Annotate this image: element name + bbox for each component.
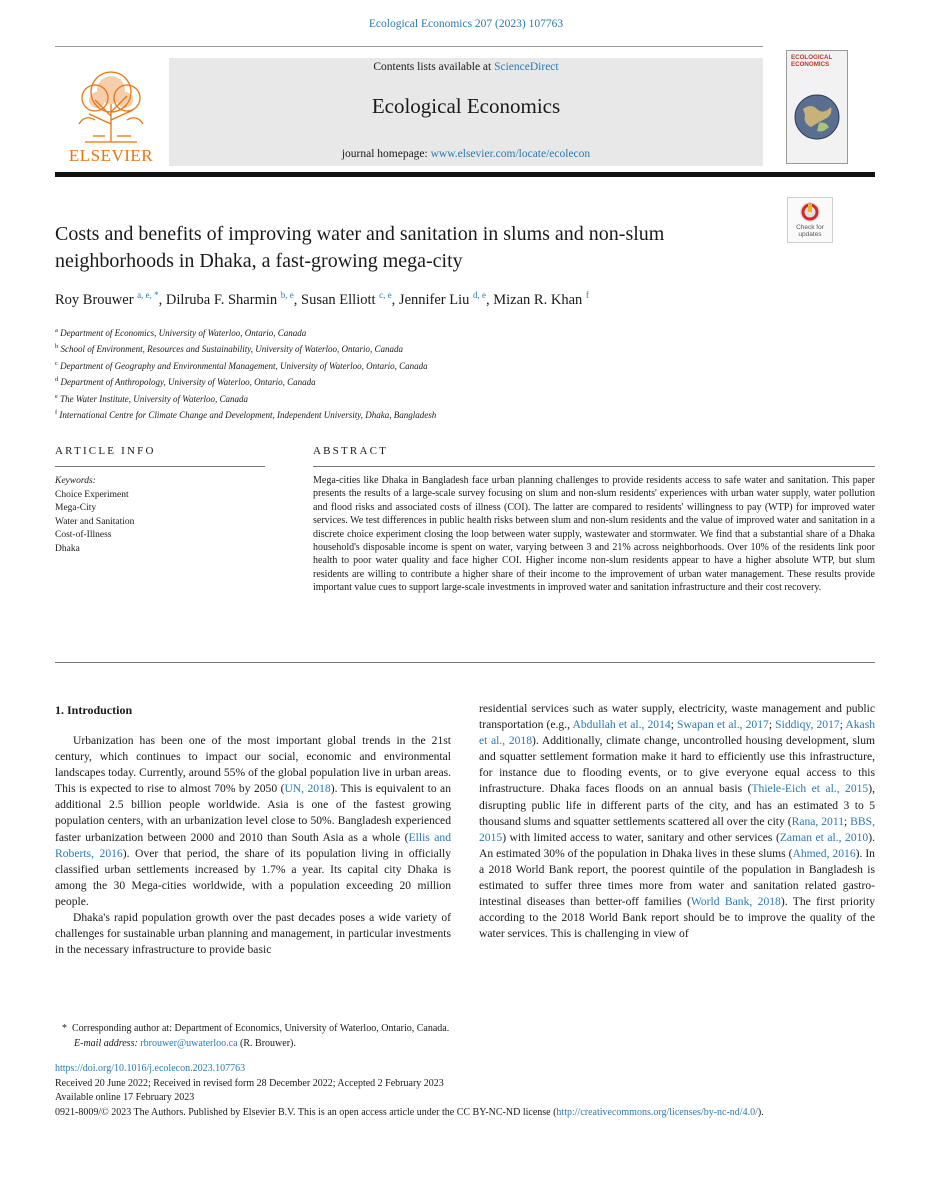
affiliation-text: School of Environment, Resources and Sustainability, University of Waterloo, Ontario, Canada <box>60 344 403 355</box>
citation-link[interactable]: Swapan et al., 2017 <box>677 718 769 732</box>
article-info-rule <box>55 466 265 467</box>
sciencedirect-link[interactable]: ScienceDirect <box>494 61 559 73</box>
body-text: ) with limited access to water, sanitary and other services ( <box>502 830 780 844</box>
email-suffix: (R. Brouwer). <box>240 1038 296 1049</box>
body-text: ; <box>768 718 776 732</box>
author-name[interactable]: Jennifer Liu <box>398 292 470 308</box>
citation-link[interactable]: World Bank, 2018 <box>690 895 781 909</box>
abstract-rule-bottom <box>55 662 875 663</box>
license-statement <box>55 1106 875 1121</box>
affiliation-text: Department of Geography and Environmental Management, University of Waterloo, Ontario, Canada <box>60 360 428 371</box>
affiliation-item <box>55 373 875 389</box>
body-text: ). Additionally, climate change, uncontrolled housing development, slum and squatter settlement formation make it hard to efficiently use this infrastructure, for instance due to flooding events, or to give everyone equal access to this infrastructure. Dhaka faces floods on an annual basis ( <box>479 734 876 796</box>
author-separator: , <box>158 292 166 308</box>
keyword-item: Water and Sanitation <box>55 516 135 527</box>
intro-paragraph-2 <box>55 910 451 958</box>
author-list <box>55 292 875 309</box>
body-text: ). This is equivalent to an additional 2.5 billion people worldwide. Asia is one of the fastest growing population centers, with an urbanization level close to 50%. Bangladesh experienced faster urbanization between 2000 and 2010 than South Asia as a whole ( <box>55 782 451 844</box>
corresponding-text: Corresponding author at: Department of Economics, University of Waterloo, Ontario, Canada. <box>72 1023 450 1034</box>
affiliation-text: Department of Anthropology, University of Waterloo, Ontario, Canada <box>60 377 316 388</box>
email-line <box>62 1036 872 1051</box>
citation-link[interactable]: Ahmed, 2016 <box>792 846 856 860</box>
body-text: ). In a 2018 World Bank report, the poorest quintile of the population in Bangladesh is estimated to suffer three times more from water and sanitation related gastro-intestinal diseases than better-off families ( <box>479 846 875 909</box>
affiliation-key: c <box>55 359 58 367</box>
keyword-item: Mega-City <box>55 503 97 513</box>
homepage-prefix: journal homepage: <box>341 148 431 160</box>
author-name[interactable]: Mizan R. Khan <box>493 292 583 308</box>
journal-homepage-link[interactable]: www.elsevier.com/locate/ecolecon <box>430 148 591 160</box>
author-separator: , <box>391 292 399 308</box>
affiliation-item <box>55 357 875 373</box>
citation-link[interactable]: Rana, 2011 <box>791 814 845 828</box>
check-for-updates-button[interactable] <box>787 197 833 243</box>
header-divider <box>55 46 763 47</box>
keyword-list <box>55 489 265 557</box>
body-text: Urbanization has been one of the most important global trends in the 21st century, which continues to impact our social, economic and environmental landscapes today. Currently, around 55% of the global population live in urban areas. This is expected to rise to almost 70% by 2050 ( <box>55 734 451 796</box>
section-heading-introduction: 1. Introduction <box>55 703 133 717</box>
abstract-text: Mega-cities like Dhaka in Bangladesh face urban planning challenges to provide residents access to safe water and sanitation. This paper presents the results of a large-scale survey focusing on slum and non-slum residents' experiences with urban water supply, water pollution and flood risks and associated costs of illness (COI). The latter are compared to residents' willingness to pay (WTP) for improved water services. We test differences in public health risks between slum and non-slum residents and the value of improved water and sanitation in a discrete choice experiment closing the loop between water supply, wastewater and stormwater. We find that a substantial share of a Dhaka household's disposable income is spent on water, varying between 3 and 21% across neighborhoods. Over 10% of the residents link poor health to poor water quality and face higher COI. Higher income non-slum residents appear to have a higher absolute WTP, but slum residents are willing to contribute a higher share of their income to the improvement of urban water management. These results provide important value cues to support large-scale investments in improved water and sanitation infrastructure and their cost recovery. <box>313 475 875 594</box>
intro-left-column <box>55 733 451 958</box>
keywords-block <box>55 475 265 556</box>
journal-homepage <box>169 148 763 160</box>
globe-icon <box>793 93 841 141</box>
body-text: ; <box>844 814 851 828</box>
body-text: Dhaka's rapid population growth over the past decades poses a wide variety of challenges for sustainable urban planning and management, in particular investments in the necessary infrastructure to provide basic <box>55 911 451 957</box>
email-label: E-mail address: <box>74 1038 138 1049</box>
corresponding-line <box>62 1021 872 1036</box>
email-link[interactable]: rbrouwer@uwaterloo.ca <box>140 1038 238 1049</box>
affiliation-key: f <box>55 409 58 417</box>
author-affiliation-marks[interactable]: d, e <box>473 290 487 300</box>
check-updates-line2: updates <box>798 231 822 238</box>
affiliation-item <box>55 406 875 422</box>
article-info-heading: ARTICLE INFO <box>55 445 156 457</box>
body-text: ; <box>839 718 846 732</box>
affiliation-list <box>55 324 875 422</box>
intro-right-column <box>479 701 875 942</box>
keyword-item: Dhaka <box>55 543 80 554</box>
contents-prefix: Contents lists available at <box>373 61 495 73</box>
author-name[interactable]: Roy Brouwer <box>55 292 134 308</box>
keyword-item: Cost-of-Illness <box>55 530 112 540</box>
check-updates-icon <box>799 201 821 223</box>
paper-title-line2: neighborhoods in Dhaka, a fast-growing mega-city <box>55 250 463 272</box>
intro-paragraph-continued <box>479 701 875 942</box>
affiliation-item <box>55 390 875 406</box>
footnote-star: * <box>62 1023 67 1034</box>
keywords-heading: Keywords: <box>55 476 96 486</box>
publication-info <box>55 1062 875 1120</box>
intro-paragraph-1 <box>55 733 451 910</box>
citation-link[interactable]: Thiele-Eich et al., 2015 <box>751 782 869 796</box>
citation-link[interactable]: UN, 2018 <box>284 782 331 796</box>
affiliation-key: d <box>55 376 59 384</box>
author-separator: , <box>293 292 302 308</box>
license-prefix: 0921-8009/© 2023 The Authors. Published by Elsevier B.V. This is an open access article under the CC BY-NC-ND license ( <box>55 1106 557 1118</box>
check-updates-label <box>788 224 832 238</box>
affiliation-item <box>55 324 875 340</box>
citation-link[interactable]: Abdullah et al., 2014 <box>572 718 671 732</box>
received-dates: Received 20 June 2022; Received in revised form 28 December 2022; Accepted 2 February 2023 <box>55 1077 444 1089</box>
affiliation-key: e <box>55 392 58 400</box>
body-text: ), disrupting public life in different parts of the city, and has an estimated 3 to 5 thousand slums and squatter settlements scattered all over the city ( <box>479 782 875 828</box>
author-separator: , <box>486 292 494 308</box>
body-text: ). An estimated 30% of the population in Dhaka lives in these slums ( <box>479 830 875 860</box>
affiliation-text: The Water Institute, University of Waterloo, Canada <box>60 393 248 404</box>
corresponding-author-footnote <box>62 1021 872 1051</box>
affiliation-key: b <box>55 343 59 351</box>
paper-title-line1: Costs and benefits of improving water and sanitation in slums and non-slum <box>55 223 665 245</box>
author-name[interactable]: Susan Elliott <box>301 292 376 308</box>
available-online: Available online 17 February 2023 <box>55 1092 195 1104</box>
journal-reference[interactable]: Ecological Economics 207 (2023) 107763 <box>368 18 564 30</box>
author-affiliation-marks[interactable]: b, e <box>280 290 294 300</box>
journal-cover[interactable] <box>786 50 848 164</box>
paper-title <box>55 221 775 275</box>
license-suffix: ). <box>757 1106 764 1118</box>
body-text: ). Over that period, the share of its population living in officially classified urban settlements increased by 1.7% a year. Its capital city Dhaka is among the 30 Mega-cities worldwide, with a population exceeding 20 million people. <box>55 846 451 908</box>
header-thick-rule <box>55 172 875 177</box>
license-link[interactable]: http://creativecommons.org/licenses/by-nc-nd/4.0/ <box>556 1106 758 1118</box>
affiliation-text: Department of Economics, University of Waterloo, Ontario, Canada <box>60 328 307 338</box>
publisher-name: ELSEVIER <box>68 146 154 165</box>
affiliation-key: a <box>55 327 58 334</box>
affiliation-text: International Centre for Climate Change and Development, Independent University, Dhaka, Bangladesh <box>59 410 437 421</box>
citation-link[interactable]: BBS, 2015 <box>479 814 875 844</box>
body-text: residential services such as water supply, electricity, waste management and public transportation (e.g., <box>479 702 875 732</box>
citation-link[interactable]: Akash et al., 2018 <box>479 718 876 748</box>
body-text: ). The first priority according to the 2018 World Bank report should be to improve the quality of the water services. This is challenging in view of <box>479 895 876 941</box>
cover-title: ECOLOGICAL ECONOMICS <box>791 54 833 68</box>
author-name[interactable]: Dilruba F. Sharmin <box>165 292 278 308</box>
body-text: ; <box>670 718 678 732</box>
author-affiliation-marks[interactable]: a, e, * <box>137 290 159 300</box>
affiliation-item <box>55 340 875 356</box>
citation-link[interactable]: Zaman et al., 2010 <box>779 830 869 844</box>
keyword-item: Choice Experiment <box>55 489 129 500</box>
citation-link[interactable]: Siddiqy, 2017 <box>775 718 840 732</box>
citation-link[interactable]: Ellis and Roberts, 2016 <box>55 830 451 860</box>
author-affiliation-marks[interactable]: f <box>585 290 589 300</box>
check-updates-line1: Check for <box>796 224 824 231</box>
abstract-heading: ABSTRACT <box>313 445 389 457</box>
author-affiliation-marks[interactable]: c, e <box>379 290 392 300</box>
abstract-rule-top <box>313 466 875 467</box>
doi-link[interactable]: https://doi.org/10.1016/j.ecolecon.2023.107763 <box>55 1063 246 1074</box>
journal-title: Ecological Economics <box>371 94 561 118</box>
contents-line <box>169 61 763 73</box>
